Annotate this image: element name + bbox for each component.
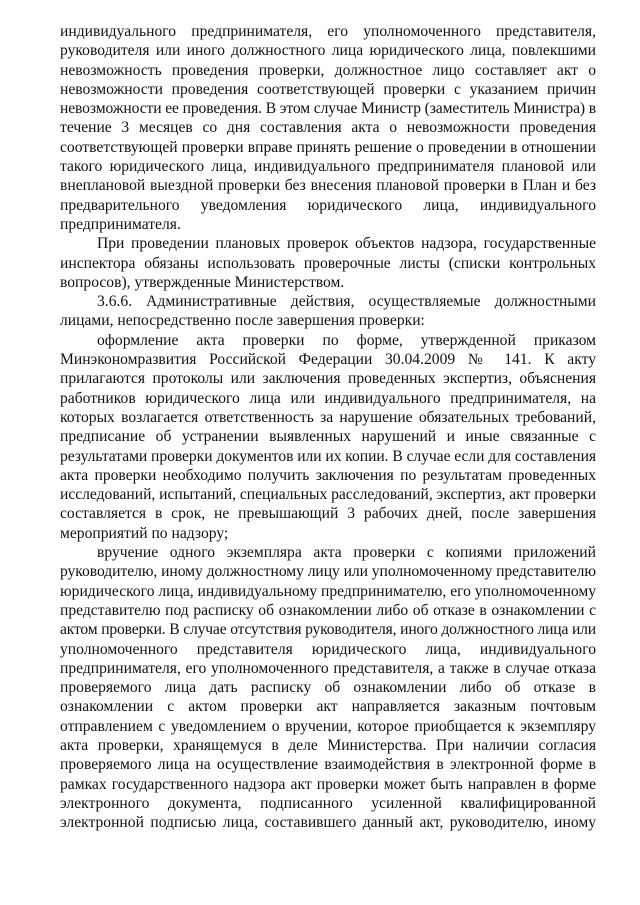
text-line: соответствующей проверки вправе принять решение о проведении в отношении: [60, 138, 596, 156]
text-line: предпринимателя.: [60, 215, 181, 233]
text-line: исследований, испытаний, специальных расследований, экспертиз, акт проверки: [60, 486, 597, 504]
text-line: ознакомлении с актом проверки акт направляется заказным почтовым: [60, 698, 596, 716]
text-line: руководителю, иному должностному лицу или уполномоченному представителю: [60, 563, 596, 581]
text-line: руководителя или иного должностного лица юридического лица, повлекшими: [60, 42, 596, 60]
text-line: Минэкономразвития Российской Федерации 30.04.2009 № 141. К акту: [60, 351, 596, 369]
text-line: результатами проверки документов или их копии. В случае если для составления: [60, 447, 596, 465]
text-line: индивидуального предпринимателя, его уполномоченного представителя,: [60, 23, 596, 40]
text-line: инспектора обязаны использовать проверочные листы (списки контрольных: [60, 254, 596, 272]
text-line: юридического лица, индивидуальному предпринимателю, его уполномоченному: [60, 582, 596, 600]
text-line: акта проверки необходимо получить заключения по результатам проведенных: [60, 466, 596, 484]
text-line: предпринимателя, его уполномоченного представителя, а также в случае отказа: [60, 659, 596, 677]
text-line: проверяемого лица дать расписку об ознакомлении либо об отказе в: [60, 679, 596, 697]
paragraph-first-line: 3.6.6. Административные действия, осуществляемые должностными: [97, 293, 596, 311]
text-line: отправлением с уведомлением о вручении, которое приобщается к экземпляру: [60, 717, 596, 735]
text-line: невозможности проведения соответствующей проверки с указанием причин: [60, 80, 596, 98]
text-line: предварительного уведомления юридического лица, индивидуального: [60, 196, 596, 214]
text-line: акта проверки, хранящемуся в деле Министерства. При наличии согласия: [60, 736, 596, 754]
text-line: вопросов), утвержденные Министерством.: [60, 273, 345, 291]
paragraph-first-line: При проведении плановых проверок объектов надзора, государственные: [97, 235, 596, 253]
text-line: представителю под расписку об ознакомлении либо об отказе в ознакомлении с: [60, 601, 596, 619]
text-line: невозможность проведения проверки, должностное лицо составляет акт о: [60, 61, 596, 79]
document-page: [60, 22, 596, 832]
text-line: которых возлагается ответственность за нарушение обязательных требований,: [60, 408, 596, 426]
text-line: прилагаются протоколы или заключения проведенных экспертиз, объяснения: [60, 370, 596, 388]
text-line: мероприятий по надзору;: [60, 524, 229, 542]
text-line: лицами, непосредственно после завершения проверки:: [60, 312, 425, 330]
paragraph-first-line: оформление акта проверки по форме, утвержденной приказом: [97, 331, 596, 349]
text-line: работников юридического лица или индивидуального предпринимателя, на: [60, 389, 596, 407]
text-line: составляется в срок, не превышающий 3 рабочих дней, после завершения: [60, 505, 596, 523]
text-line: такого юридического лица, индивидуального предпринимателя плановой или: [60, 158, 596, 176]
text-line: уполномоченного представителя юридического лица, индивидуального: [60, 640, 596, 658]
text-line: рамках государственного надзора акт проверки может быть направлен в форме: [60, 775, 596, 793]
text-line: предписание об устранении выявленных нарушений и иные связанные с: [60, 428, 596, 446]
text-line: электронной подписью лица, составившего данный акт, руководителю, иному: [60, 814, 596, 832]
text-line: течение 3 месяцев со дня составления акта о невозможности проведения: [60, 119, 596, 137]
text-line: актом проверки. В случае отсутствия руководителя, иного должностного лица или: [60, 621, 596, 639]
text-line: невозможности ее проведения. В этом случае Министр (заместитель Министра) в: [60, 100, 596, 118]
paragraph-first-line: вручение одного экземпляра акта проверки с копиями приложений: [97, 544, 596, 562]
text-line: проверяемого лица на осуществление взаимодействия в электронной форме в: [60, 756, 596, 774]
text-line: внеплановой выездной проверки без внесения плановой проверки в План и без: [60, 177, 596, 195]
text-line: электронного документа, подписанного усиленной квалифицированной: [60, 794, 596, 812]
